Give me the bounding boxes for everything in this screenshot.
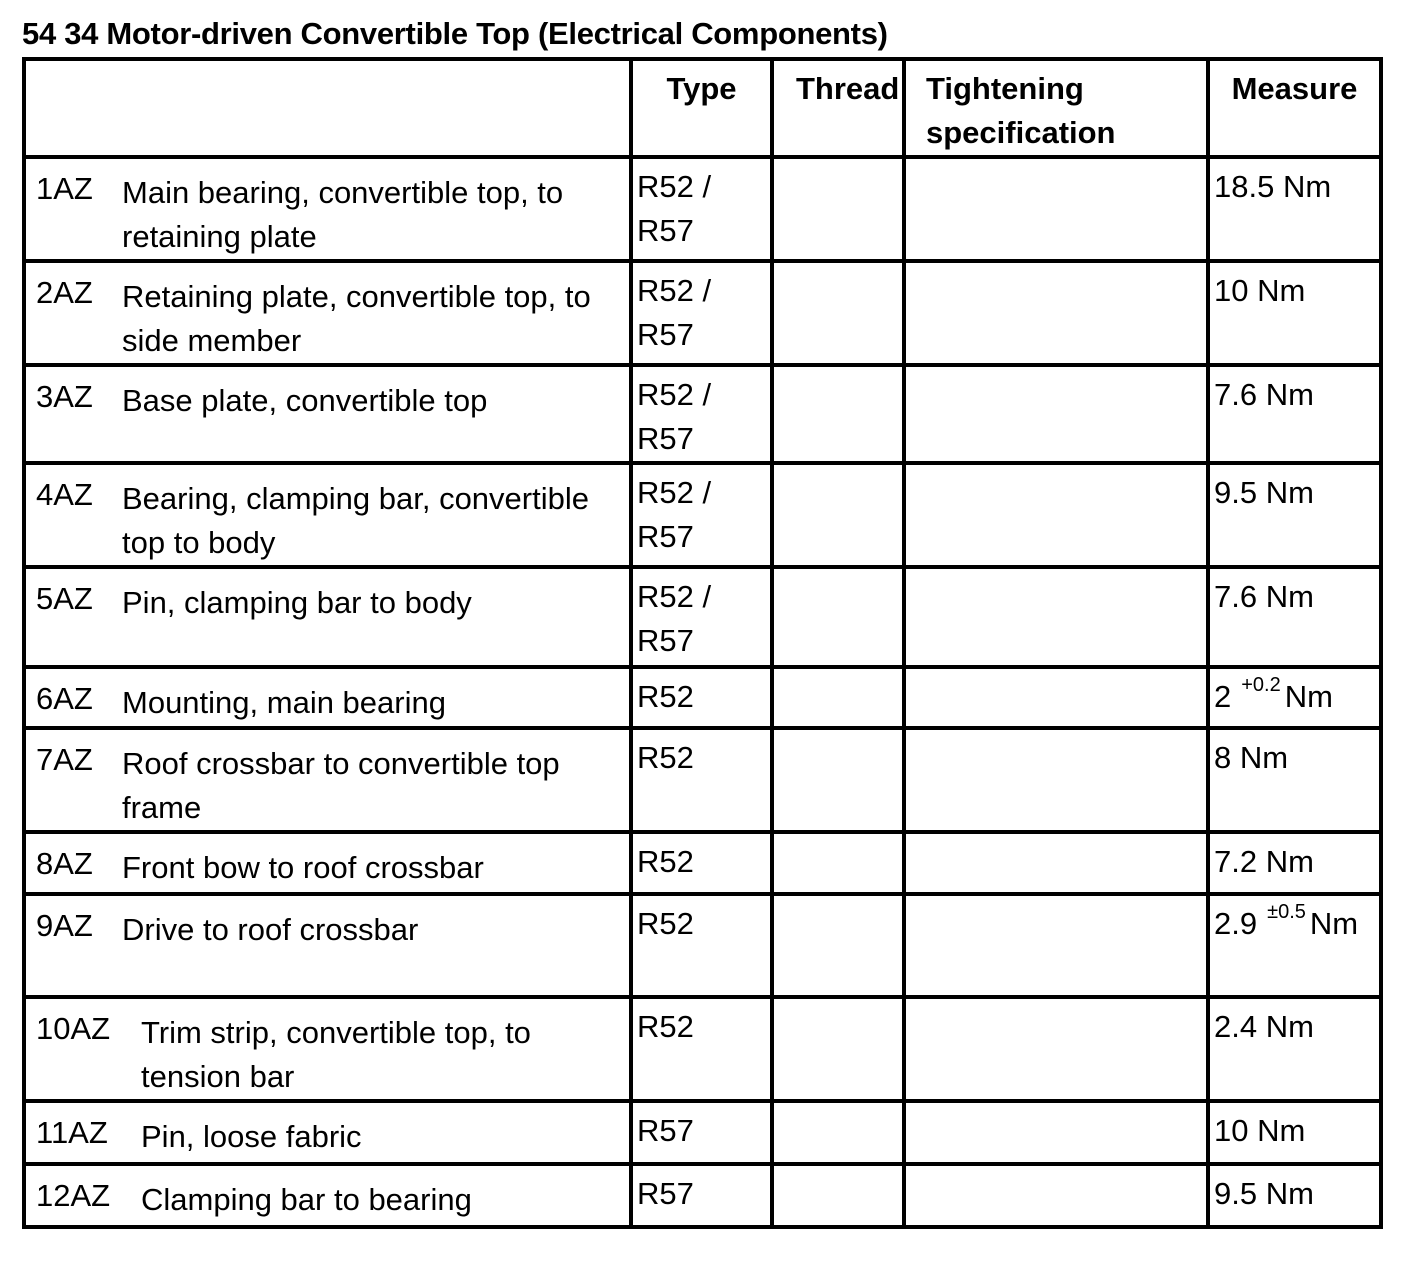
item-cell [24, 728, 631, 832]
measure-cell [1208, 1164, 1381, 1227]
item-description: Front bow to roof crossbar [122, 850, 484, 885]
measure-unit: Nm [1284, 679, 1333, 714]
tightening-cell [904, 1164, 1208, 1227]
item-id: 10AZ [36, 1011, 111, 1046]
type-cell: R52 / R57 [631, 157, 772, 261]
measure-value: 7.6 Nm [1214, 377, 1314, 412]
table-header-row [24, 59, 1381, 157]
tightening-cell [904, 728, 1208, 832]
measure-unit: Nm [1309, 906, 1359, 941]
thread-cell [772, 157, 904, 261]
measure-value: 8 Nm [1214, 740, 1289, 775]
item-cell [24, 157, 631, 261]
thread-cell [772, 667, 904, 728]
type-cell: R52 / R57 [631, 261, 772, 365]
measure-value: 9.5 Nm [1214, 1176, 1314, 1211]
table-row [24, 997, 1381, 1101]
thread-cell [772, 365, 904, 463]
tightening-cell [904, 261, 1208, 365]
page-title: 54 34 Motor-driven Convertible Top (Electrical Components) [22, 16, 888, 51]
type-cell: R52 / R57 [631, 365, 772, 463]
type-cell: R57 [631, 1101, 772, 1164]
tightening-cell [904, 365, 1208, 463]
measure-value: 2 [1214, 679, 1232, 714]
torque-spec-table [22, 57, 1383, 1229]
item-id: 4AZ [36, 477, 93, 512]
item-description: Pin, loose fabric [141, 1119, 362, 1154]
thread-cell [772, 1164, 904, 1227]
table-row [24, 832, 1381, 894]
type-cell: R57 [631, 1164, 772, 1227]
item-cell [24, 894, 631, 997]
type-cell: R52 [631, 997, 772, 1101]
measure-value: 10 Nm [1214, 1113, 1306, 1148]
item-description: Base plate, convertible top [122, 383, 488, 418]
measure-cell [1208, 1101, 1381, 1164]
measure-value: 2.4 Nm [1214, 1009, 1314, 1044]
thread-cell [772, 567, 904, 667]
table-row [24, 261, 1381, 365]
item-id: 12AZ [36, 1178, 111, 1213]
item-id: 6AZ [36, 681, 93, 716]
item-cell [24, 567, 631, 667]
item-description: Pin, clamping bar to body [122, 585, 472, 620]
item-description: Drive to roof crossbar [122, 912, 419, 947]
table-row [24, 728, 1381, 832]
item-cell [24, 1101, 631, 1164]
measure-cell [1208, 157, 1381, 261]
item-description: Mounting, main bearing [122, 685, 446, 720]
measure-cell [1208, 894, 1381, 997]
tightening-cell [904, 463, 1208, 567]
tightening-cell [904, 894, 1208, 997]
thread-cell [772, 261, 904, 365]
measure-cell [1208, 463, 1381, 567]
table-row [24, 567, 1381, 667]
measure-cell [1208, 365, 1381, 463]
measure-cell [1208, 997, 1381, 1101]
header-tightening-specification: Tightening specification [904, 59, 1208, 157]
item-cell [24, 1164, 631, 1227]
item-cell [24, 667, 631, 728]
tightening-cell [904, 832, 1208, 894]
type-cell: R52 [631, 667, 772, 728]
measure-tolerance: ±0.5 [1267, 901, 1306, 923]
measure-value: 9.5 Nm [1214, 475, 1314, 510]
header-measure: Measure [1208, 59, 1381, 157]
item-cell [24, 463, 631, 567]
measure-tolerance: +0.2 [1241, 674, 1281, 696]
type-cell: R52 / R57 [631, 567, 772, 667]
thread-cell [772, 997, 904, 1101]
header-item [24, 59, 631, 157]
table-row [24, 667, 1381, 728]
item-id: 8AZ [36, 846, 93, 881]
item-description: Bearing, clamping bar, convertible top to body [122, 481, 589, 560]
header-thread: Thread [772, 59, 904, 157]
measure-cell [1208, 261, 1381, 365]
tightening-cell [904, 667, 1208, 728]
item-cell [24, 832, 631, 894]
item-description: Clamping bar to bearing [141, 1182, 472, 1217]
item-id: 7AZ [36, 742, 93, 777]
item-cell [24, 365, 631, 463]
measure-value: 7.2 Nm [1214, 844, 1314, 879]
item-cell [24, 261, 631, 365]
thread-cell [772, 894, 904, 997]
type-cell: R52 [631, 894, 772, 997]
measure-cell [1208, 832, 1381, 894]
tightening-cell [904, 567, 1208, 667]
table-row [24, 1101, 1381, 1164]
item-id: 5AZ [36, 581, 93, 616]
measure-value: 18.5 Nm [1214, 169, 1332, 204]
tightening-cell [904, 1101, 1208, 1164]
table-row [24, 157, 1381, 261]
table-row [24, 1164, 1381, 1227]
item-description: Trim strip, convertible top, to tension bar [141, 1015, 531, 1094]
measure-cell [1208, 567, 1381, 667]
measure-cell [1208, 667, 1381, 728]
thread-cell [772, 1101, 904, 1164]
table-row [24, 463, 1381, 567]
item-cell [24, 997, 631, 1101]
measure-cell [1208, 728, 1381, 832]
measure-value: 10 Nm [1214, 273, 1306, 308]
thread-cell [772, 728, 904, 832]
item-description: Main bearing, convertible top, to retaining plate [122, 175, 564, 254]
tightening-cell [904, 157, 1208, 261]
measure-value: 2.9 [1214, 906, 1258, 941]
item-description: Retaining plate, convertible top, to side member [122, 279, 591, 358]
type-cell: R52 / R57 [631, 463, 772, 567]
item-id: 11AZ [36, 1115, 108, 1150]
item-id: 2AZ [36, 275, 93, 310]
item-id: 1AZ [36, 171, 93, 206]
measure-value: 7.6 Nm [1214, 579, 1314, 614]
type-cell: R52 [631, 728, 772, 832]
table-row [24, 894, 1381, 997]
item-id: 9AZ [36, 908, 93, 943]
tightening-cell [904, 997, 1208, 1101]
item-description: Roof crossbar to convertible top frame [122, 746, 560, 825]
item-id: 3AZ [36, 379, 93, 414]
thread-cell [772, 463, 904, 567]
table-row [24, 365, 1381, 463]
header-type: Type [631, 59, 772, 157]
type-cell: R52 [631, 832, 772, 894]
thread-cell [772, 832, 904, 894]
